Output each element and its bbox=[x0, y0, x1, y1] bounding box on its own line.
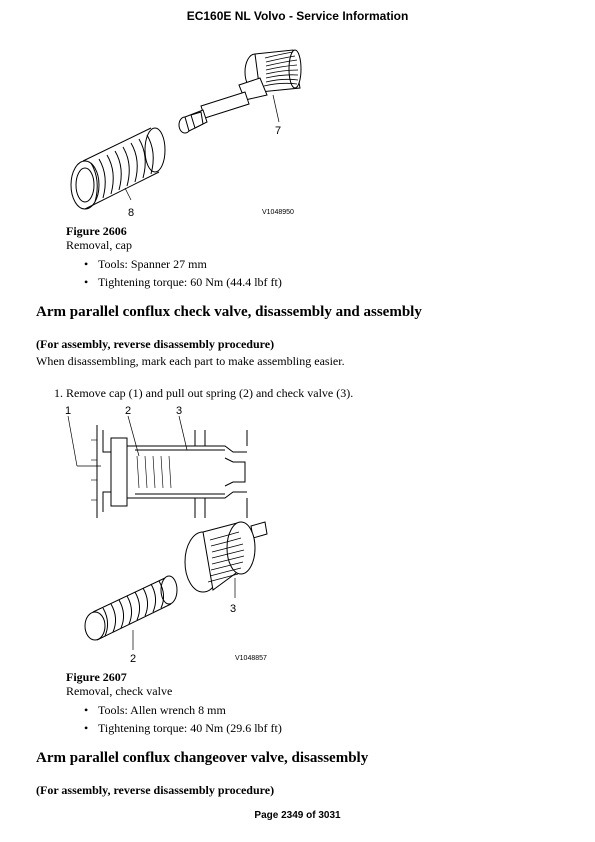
figure-title: Figure 2606 bbox=[66, 224, 127, 238]
callout-1: 1 bbox=[65, 405, 72, 417]
step-1-text: 1. Remove cap (1) and pull out spring (2) and check valve (3). bbox=[54, 386, 354, 400]
figure-2606-illustration bbox=[55, 40, 315, 220]
list-item: • Tightening torque: 60 Nm (44.4 lbf ft) bbox=[84, 275, 282, 289]
page-header: EC160E NL Volvo - Service Information bbox=[186, 9, 409, 23]
figure-caption: Removal, cap bbox=[66, 238, 132, 252]
callout-3: 3 bbox=[176, 405, 183, 417]
figure-title: Figure 2607 bbox=[66, 670, 127, 684]
callout-3b: 3 bbox=[230, 603, 237, 615]
page-footer: Page 2349 of 3031 bbox=[254, 810, 341, 821]
callout-2: 2 bbox=[125, 405, 132, 417]
figure-code: V1048950 bbox=[262, 209, 294, 216]
figure-code: V1048857 bbox=[235, 655, 267, 662]
figure-2607-illustration bbox=[55, 400, 285, 670]
list-item: • Tightening torque: 40 Nm (29.6 lbf ft) bbox=[84, 721, 282, 735]
section-subheading: (For assembly, reverse disassembly procedure) bbox=[36, 783, 275, 797]
figure-2607-bullets bbox=[84, 701, 282, 737]
section-subheading: (For assembly, reverse disassembly procedure) bbox=[36, 337, 275, 351]
section-heading: Arm parallel conflux check valve, disassembly and assembly bbox=[36, 304, 422, 320]
callout-8: 8 bbox=[128, 207, 135, 219]
figure-2606-bullets bbox=[84, 255, 282, 291]
section-heading: Arm parallel conflux changeover valve, disassembly bbox=[36, 750, 369, 766]
list-item: • Tools: Allen wrench 8 mm bbox=[84, 703, 226, 717]
callout-2b: 2 bbox=[130, 653, 137, 665]
figure-caption: Removal, check valve bbox=[66, 684, 173, 698]
list-item: • Tools: Spanner 27 mm bbox=[84, 257, 207, 271]
intro-text: When disassembling, mark each part to make assembling easier. bbox=[36, 354, 345, 368]
callout-7: 7 bbox=[275, 125, 282, 137]
